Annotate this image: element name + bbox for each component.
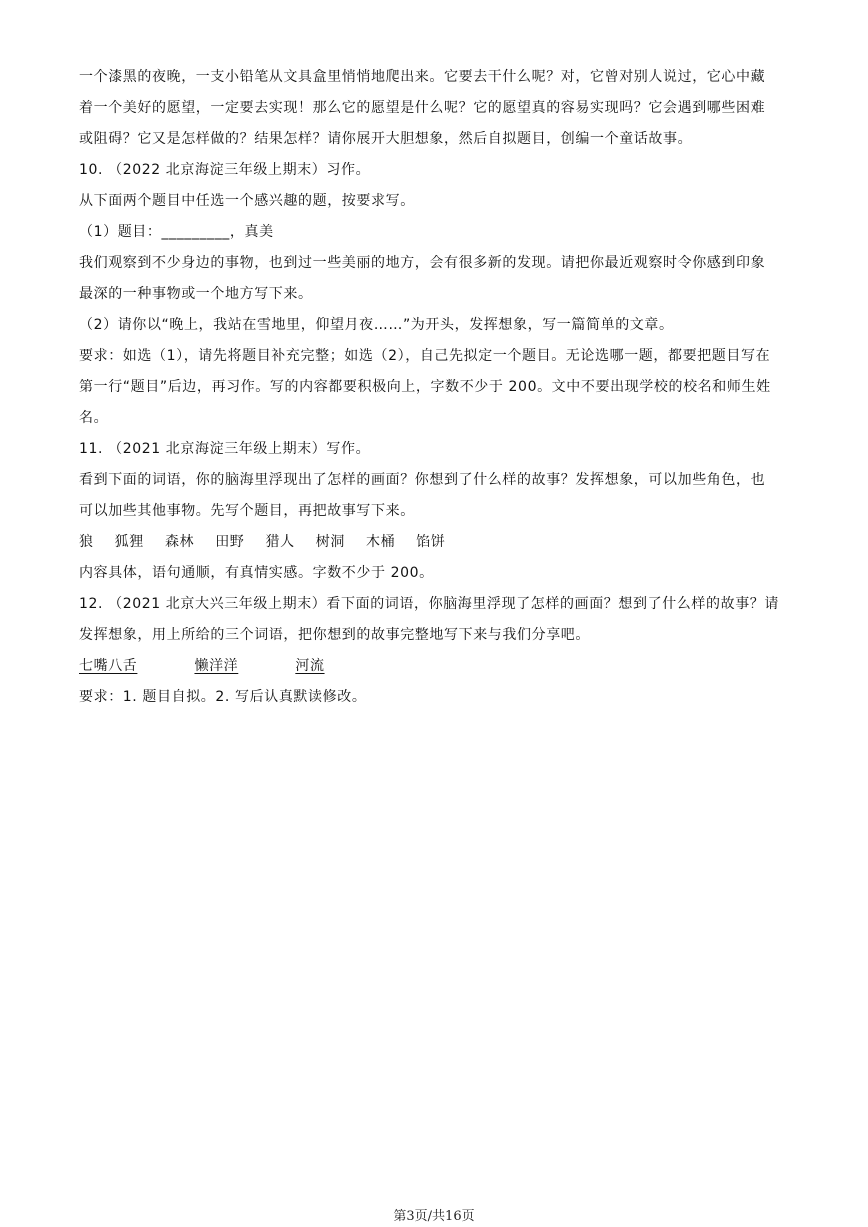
question-12-heading: 12. （2021 北京大兴三年级上期末）看下面的词语，你脑海里浮现了怎样的画面？想到了什么样的故事？请 xyxy=(79,596,779,612)
word: 馅饼 xyxy=(416,534,446,550)
question-12-requirement: 要求：1. 题目自拟。2. 写后认真默读修改。 xyxy=(79,689,367,705)
word: 猎人 xyxy=(265,534,295,550)
question-11-word-list xyxy=(79,527,794,558)
question-11-heading: 11. （2021 北京海淀三年级上期末）写作。 xyxy=(79,441,371,457)
question-10-heading: 10. （2022 北京海淀三年级上期末）习作。 xyxy=(79,162,371,178)
question-11 xyxy=(79,434,794,589)
question-11-prompt: 可以加些其他事物。先写个题目，再把故事写下来。 xyxy=(79,503,415,519)
intro-line: 一个漆黑的夜晚，一支小铅笔从文具盒里悄悄地爬出来。它要去干什么呢？对，它曾对别人说过，它心中藏 xyxy=(79,69,766,85)
question-10-requirement: 第一行“题目”后边，再习作。写的内容都要积极向上，字数不少于 200。文中不要出现学校的校名和师生姓 xyxy=(79,379,771,395)
question-10-option-1: （1）题目：_________，真美 xyxy=(79,224,274,240)
underlined-word: 河流 xyxy=(295,658,325,674)
page-number-footer: 第3页/共16页 xyxy=(393,1209,475,1224)
question-10-requirement: 名。 xyxy=(79,410,109,426)
question-10-option-2: （2）请你以“晚上，我站在雪地里，仰望月夜……”为开头，发挥想象，写一篇简单的文章。 xyxy=(79,317,674,333)
question-12-heading: 发挥想象，用上所给的三个词语，把你想到的故事完整地写下来与我们分享吧。 xyxy=(79,627,590,643)
question-11-requirement: 内容具体，语句通顺，有真情实感。字数不少于 200。 xyxy=(79,565,434,581)
word: 木桶 xyxy=(366,534,396,550)
word: 狼 xyxy=(79,534,94,550)
intro-line: 着一个美好的愿望，一定要去实现！那么它的愿望是什么呢？它的愿望真的容易实现吗？它会遇到哪些困难 xyxy=(79,100,766,116)
question-12-word-list xyxy=(79,651,794,682)
question-10-option-1-desc: 我们观察到不少身边的事物，也到过一些美丽的地方，会有很多新的发现。请把你最近观察时令你感到印象 xyxy=(79,255,766,271)
underlined-word: 七嘴八舌 xyxy=(79,658,138,674)
underlined-word: 懒洋洋 xyxy=(194,658,239,674)
question-10 xyxy=(79,155,794,434)
question-10-option-1-desc: 最深的一种事物或一个地方写下来。 xyxy=(79,286,313,302)
question-12 xyxy=(79,589,794,713)
document-body xyxy=(79,62,794,713)
word: 狐狸 xyxy=(114,534,144,550)
word: 森林 xyxy=(164,534,195,550)
question-10-requirement: 要求：如选（1），请先将题目补充完整；如选（2），自己先拟定一个题目。无论选哪一题，都要把题目写在 xyxy=(79,348,771,364)
word: 树洞 xyxy=(315,534,345,550)
word: 田野 xyxy=(215,534,245,550)
question-11-prompt: 看到下面的词语，你的脑海里浮现出了怎样的画面？你想到了什么样的故事？发挥想象，可以加些角色，也 xyxy=(79,472,766,488)
intro-paragraph xyxy=(79,62,794,155)
question-10-instruction: 从下面两个题目中任选一个感兴趣的题，按要求写。 xyxy=(79,193,415,209)
intro-line: 或阻碍？它又是怎样做的？结果怎样？请你展开大胆想象，然后自拟题目，创编一个童话故事。 xyxy=(79,131,693,147)
